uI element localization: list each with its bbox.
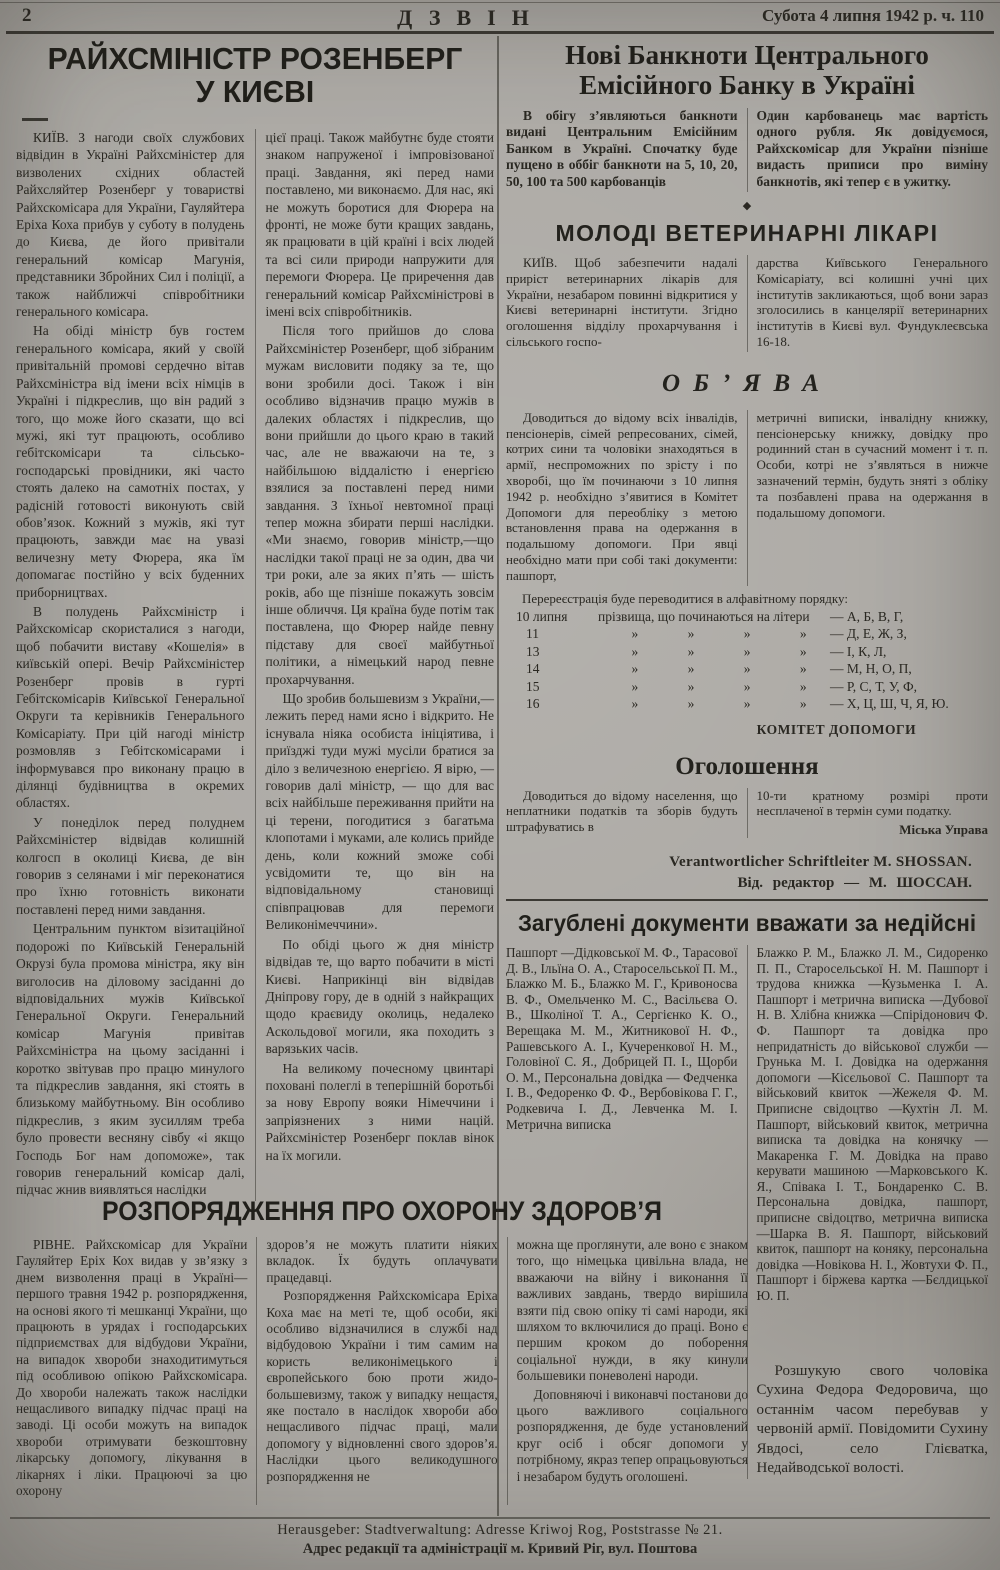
- article-rosenberg-title-line1: РАЙХСМІНІСТР РОЗЕНБЕРГ: [47, 41, 463, 76]
- article-veterinary-column-1: КИЇВ. Щоб забезпечити надалі приріст ветеринарних лікарів для України, незабаром повинні відкритися у Києві ветеринарні інститути. Згідно оголошення відділу прохарчування і сільського госпо-: [506, 255, 748, 352]
- article-objava-column-1: Доводиться до відому всіх інвалідів, пенсіонерів, сімей репресованих, сімей, котрих сини та чоловіки знаходяться в армії, неспроможних по зрісту і по хворобі, що їм починаючи з 10 липня 1942 р. необхідно з’явитися в Комітет Допомоги для переобліку з метою встановлення права на одержання в подальшому допомоги. При явці необхідно мати при собі такі документи: пашпорт,: [506, 410, 748, 586]
- lost-documents-list-2: Блажко Р. М., Блажко Л. М., Сидоренко П. П., Старосельської Н. М. Пашпорт і трудова книжка —Кузьменка І. А. Пашпорт і метрична виписка —Дубової Н. В. Хлібна книжка —Спірідонович Ф. Ф. Пашпорт та довідка про непридатність до військової служби —Грунька М. І. Довідка на одержання допомоги —Кісєльової С. Пашпорт та військовий квиток —Жежеля Ф. М. Приписне свідоцтво —Кухтін Л. М. Пашпорт, військовий квиток, метрична виписка та довідка на конячку —Макаренка Г. М. Довідка на право керувати машиною —Марковського К. Я., Співака І. Т., Бондаренко С. В. Персональна довідка, пашпорт, приписне свідоцтво, метрична виписка —Шарка В. Я. Пашпорт, військовий квиток, пашпорт на коняку, персональна довідка —Новікова Н. І., Жовтухи Ф. П., Пашпорт і біржева картка —Бєлдицької Ю. П.: [756, 944, 988, 1304]
- article-veterinary: [506, 220, 988, 352]
- article-banknotes-title-line2: Емісійного Банку в Україні: [579, 70, 915, 100]
- schedule-day: 10 липня: [516, 608, 568, 624]
- article-banknotes-title: [506, 40, 988, 100]
- schedule-letters: — Р, С, Т, У, Ф,: [830, 678, 917, 694]
- diamond-ornament-icon: ◆: [742, 200, 752, 213]
- footer-publisher-german: Herausgeber: Stadtverwaltung: Adresse Kriwoj Rog, Poststrasse № 21.: [277, 1522, 723, 1538]
- article-veterinary-title: МОЛОДІ ВЕТЕРИНАРНІ ЛІКАРІ: [555, 220, 939, 247]
- editor-imprint: [506, 854, 988, 892]
- objava-schedule-row: [506, 660, 988, 678]
- lost-documents-column-2: [748, 945, 989, 1479]
- schedule-letters: — І, К, Л,: [830, 643, 887, 659]
- article-banknotes-column-1: В обігу з’являються банкноти видані Центральним Емісійним Банком в Україні. Спочатку буде пущено в оббіг банкноти на 5, 10, 20, 50, 100 та 500 карбованців: [506, 108, 748, 192]
- masthead-bottom-rule: [6, 31, 994, 34]
- article-banknotes-column-2: Один карбованець має вартість одного рубля. Як довідуємося, Райхскомісар для України пізніше видасть приписи про виміну банкнотів, які тепер є в ужитку.: [756, 108, 988, 189]
- article-health-decree-title: РОЗПОРЯДЖЕННЯ ПРО ОХОРОНУ ЗДОРОВ’Я: [101, 1196, 663, 1226]
- article-lost-documents-title: Загублені документи вважати за недійсні: [517, 909, 977, 936]
- health-decree-column-1: РІВНЕ. Райхскомісар для України Гауляйтер Еріх Кох видав у зв’язку з днем визволення праці в Україні—першого травня 1942 р. розпорядження, на основі якого ті мешканці України, що працюють в урядах і господарських підприємствах для відбудови України, на випадок хвороби знаходитимуться під особливою опікою Райхскомісара. До хвороби належать також наслідки нещасливого випадку підчас праці на заводі. Ці особи можуть на випадок хвороби отримувати безкоштовну лікарську допомогу, лікування в лікарнях і ліки. Працюючі за цю охорону: [16, 1237, 257, 1505]
- article-objava-title: ОБ’ЯВА: [662, 369, 832, 397]
- article-health-decree-body: [16, 1237, 748, 1505]
- schedule-day: 16: [526, 696, 540, 712]
- schedule-mid: прізвища, що починаються на літери: [598, 608, 810, 624]
- oholoshennia-signature: Міська Управа: [899, 822, 988, 838]
- schedule-mid: » » » »: [631, 678, 807, 694]
- lost-documents-list-1: Пашпорт —Дідковської М. Ф., Тарасової Д. В., Ільїна О. А., Старосельської П. М., Блажко М. Б., Блажко М. Г., Кривоносва В. Ф., Омельченко М. С., Васільєва О. В., Школіної Т. А., Сергієнко К. О., Верещака М. М., Житникової Н. Ф., Рашевського А. І., Кучеренкової Н. М., Головіної С. Я., Добрицей П. І., Щорби О. М., Персональна довідка — Федченка І. В., Федоренко Ф. Ф., Вербовікова Г. Г., Родкевича І. Д., Левченка М. І. Метрична виписка: [506, 944, 738, 1132]
- schedule-mid: » » » »: [631, 661, 807, 677]
- article-objava-column-2: метричні виписки, інвалідну книжку, пенсіонерську книжку, довідку про родинний стан в сучасний момент і т. п. Особи, котрі не з’являться в нижче зазначений термін, будуть зняті з обліку та позбавлені права на одержання в подальшому допомоги.: [756, 409, 988, 520]
- schedule-day: 13: [526, 643, 540, 659]
- article-oholoshennia-column-2: [748, 788, 989, 838]
- health-decree-column-3: можна ще проглянути, але воно є знаком того, що німецька цивільна влада, не вважаючи на війну і виконання її важливих завдань, твердо вирішила взяти під свою опіку ті самі народи, які шляхом то включилися до праці. Воно є першим кроком до поборення соціальної нужди, в яку кинули большевики поневолені народи. Доповняючі і виконавчі постанови до цього важливого соціального розпорядження, де буде установлений круг осіб і обсяг допомоги у потрібному, якраз тепер опрацьовуються і незабаром будуть оголошені.: [516, 1237, 748, 1484]
- article-rosenberg-column-2: цієї праці. Також майбутнє буде стояти знаком напруженої і імпровізованої праці. Завдання, які перед нами поставлено, ми виконаємо. Для нас, які не можуть боротися для Фюрера на фронті, не може бути кращих завдань, як працювати в цій країні і всіх людей та всі сили природи напружити для перемоги Фюрера. Це приречення дав генеральний комісар Райхсміністрові в імені всіх співробітників. Після того прийшов до слова Райхсміністер Розенберг, щоб зібраним мужам висловити подяку за те, що вони зробили досі. Також і він особливо відзначив працю мужів в далеких областях і підкреслив, що вони прийшли до цього краю в такий час, але не вважаючи на те, з найбільшою віддалістю і енергією взялися за поставлені перед ними завдання. З їхньої невтомної праці тепер можна збирати перші наслідки. «Ми знаємо, говорив міністр,—що наслідки такої праці не за один, два чи три роки, але за яких п’ять — шість років, або ще пізніше покажуть зовсім інше обличчя. Ця країна буде потім так поставлена, що Фюрер найде певну підставу для своєї майбутньої політики, а німецький народ певне прохарчування. Що зробив большевизм з України,—лежить перед нами ясно і відкрито. Не існувала ніяка особиста ініціятива, і приїзджі туди мужі мусіли братися за діло з величезною енергією. Я вірю, — говорив далі міністр, — що для вас всіх найбільше переживання прийти на ці терени, погодитися з багатьма клопотами і муками, але колись прийде день, коли кожний зможе собі усвідомити те, що він на відповідальному становищі співпрацював для перемоги Великонімеччини». По обіді цього ж дня міністр відвідав те, що варто побачити в місті Києві. Наприкінці він відвідав Дніпрову гору, де в одній з найкращих щодо краєвиду околиць, недалеко Аскольдової могили, яка походить з варязьких часів. На великому почесному цвинтарі поховані полеглі в теперішній боротьбі за нову Европу вояки Німеччини і запріязнених з ними націй. Райхсміністер Розенберг поклав вінок на їх могили.: [265, 130, 494, 1163]
- objava-schedule-row: [506, 643, 988, 661]
- article-oholoshennia-title: Оголошення: [675, 752, 819, 780]
- article-rosenberg-column-1: КИЇВ. З нагоди своїх службових відвідин в Україні Райхсміністер для визволених східних областей Райхсляйтер Розенберг у товаристві Райхскомісара для України, Гауляйтера Еріха Коха прибув у суботу в полудень до Києва, де його привітали генеральний комісар Магунія, представники Збройних Сил і поліції, а також найближчі співробітники генерального комісара. На обіді міністр був гостем генерального комісара, який у своїй привітальній промові сердечно вітав Райхсміністра від імени всіх німців в Україні і підкреслив, що він радий з того, що може його сказати, що всі мужі, які тут працюють, особливо гебітскомісари та сільсько-господарські провідники, які часто стоять далеко на самотніх постах, у радісній готовості виконують свій обов’язок. Кожний з мужів, які тут працюють, завжди має на увазі величезну мету Фюрера, яка їм допомагає постійно у всіх буденних приборництвах. В полудень Райхсміністр і Райхскомісар скористалися з нагоди, щоб побачити виставу «Кошелія» в київській опері. Вечір Райхсміністер Розенберг провів в гурті Гебітскомісарів Київської Генеральної Округи та керівників Генерального Комісаріату. При цій нагоді міністр розмовляв з Гебітскомісарами і інформувався про виконану працю в ділянці будівництва в окремих областях. У понеділок перед полуднем Райхсміністер відвідав колишній колгосп в околиці Києва, де він говорив з селянами і міг переконатися про їхню готовність виконати поставлені перед ними завдання. Центральним пунктом візитаційної подорожі по Київській Генеральній Окрузі була промова міністра, яку він виголосив на діловому засіданні до відповідальних мужів Київської Генеральної Округи. Генеральний комісар Магунія привітав Райхсміністра на цьому засіданні і коротко звітував про працю минулого та підкреслив завдання, які стоять в близькому майбутньому. Він особливо підкреслив, з яким зусиллям треба було провести весняну сівбу «і якщо Господь Бог нам допоможе», так говорив генеральний комісар далі, підчас жнив виявляться наслідки: [16, 129, 256, 1201]
- editor-imprint-ukrainian: Від. редактор — М. ШОССАН.: [737, 874, 972, 891]
- missing-person-notice: Розшукую свого чоловіка Сухина Федора Федоровича, що останнім часом перебував у червоній армії. Повідомити Сухину Явдосі, село Глієватка, Недайводської волості.: [756, 1362, 988, 1477]
- objava-schedule-row: [506, 625, 988, 643]
- schedule-letters: — А, Б, В, Г,: [830, 608, 904, 624]
- objava-schedule-row: [506, 695, 988, 713]
- article-rosenberg-body: [16, 129, 494, 1201]
- objava-schedule-row: [506, 678, 988, 696]
- article-banknotes: [506, 40, 988, 192]
- footer-rule: [10, 1517, 990, 1519]
- schedule-mid: » » » »: [631, 643, 807, 659]
- article-health-decree: [16, 1196, 748, 1505]
- article-veterinary-body: [506, 255, 988, 352]
- footer-imprint: [0, 1522, 1000, 1558]
- footer-address-ukrainian: Адрес редакції та адміністрації м. Кривий Ріг, вул. Поштова: [302, 1541, 698, 1557]
- oholoshennia-text: 10-ти кратному розмірі проти несплаченої в термін суми податку.: [756, 787, 988, 819]
- objava-schedule-row: [506, 608, 988, 626]
- schedule-letters: — Х, Ц, Ш, Ч, Я, Ю.: [830, 696, 949, 712]
- health-decree-column-2: здоров’я не можуть платити ніяких вкладок. Їх будуть оплачувати працедавці. Розпорядження Райхскомісара Еріха Коха має на меті те, щоб особи, які особливо відзначилися в службі над відбудовою України і тим самим на користь великонімецького і європейського бою проти жидо-большевизму, також у випадку нещастя, яке постало в наслідок хвороби або нещасливого підчас праці, мали допомогу у відновленні свого здоров’я. Наслідки цього великодушного розпорядження не: [257, 1237, 507, 1505]
- article-oholoshennia-column-1: Доводиться до відому населення, що неплатники податків та зборів будуть штрафуватись в: [506, 788, 748, 838]
- article-oholoshennia: [506, 753, 988, 838]
- schedule-mid: » » » »: [631, 696, 807, 712]
- editor-divider-rule: [506, 899, 988, 901]
- headline-dash-ornament: [22, 118, 48, 121]
- page-number: 2: [22, 5, 32, 26]
- article-rosenberg-title-line2: У КИЄВІ: [195, 74, 315, 109]
- schedule-day: 15: [526, 678, 540, 694]
- article-rosenberg: [16, 40, 494, 1201]
- schedule-day: 11: [526, 626, 539, 642]
- schedule-letters: — М, Н, О, П,: [830, 661, 912, 677]
- objava-schedule-intro: Перереєстрація буде переводитися в алфавітному порядку:: [522, 590, 848, 606]
- objava-signature: КОМІТЕТ ДОПОМОГИ: [756, 721, 917, 737]
- newspaper-title: ДЗВІН: [397, 5, 545, 30]
- article-veterinary-column-2: дарства Київського Генерального Комісаріату, всі колишні учні цих інститутів закликаються, щоб вони зараз зголосились в канцелярії ветеринарних інститутів в Києві вул. Фундуклеєвська 16-18.: [756, 255, 988, 350]
- schedule-letters: — Д, Е, Ж, З,: [830, 626, 907, 642]
- schedule-day: 14: [526, 661, 540, 677]
- editor-imprint-german: Verantwortlicher Schriftleiter M. SHOSSAN.: [669, 853, 972, 870]
- article-banknotes-title-line1: Нові Банкноти Центрального: [565, 40, 929, 70]
- article-objava: [506, 370, 988, 738]
- masthead-top-rule: [0, 2, 1000, 3]
- article-banknotes-body: [506, 108, 988, 192]
- article-oholoshennia-body: [506, 788, 988, 838]
- article-objava-body: [506, 410, 988, 586]
- masthead: [14, 5, 988, 31]
- issue-date: Субота 4 липня 1942 р. ч. 110: [762, 6, 984, 25]
- article-rosenberg-title: [23, 42, 487, 108]
- schedule-mid: » » » »: [631, 626, 807, 642]
